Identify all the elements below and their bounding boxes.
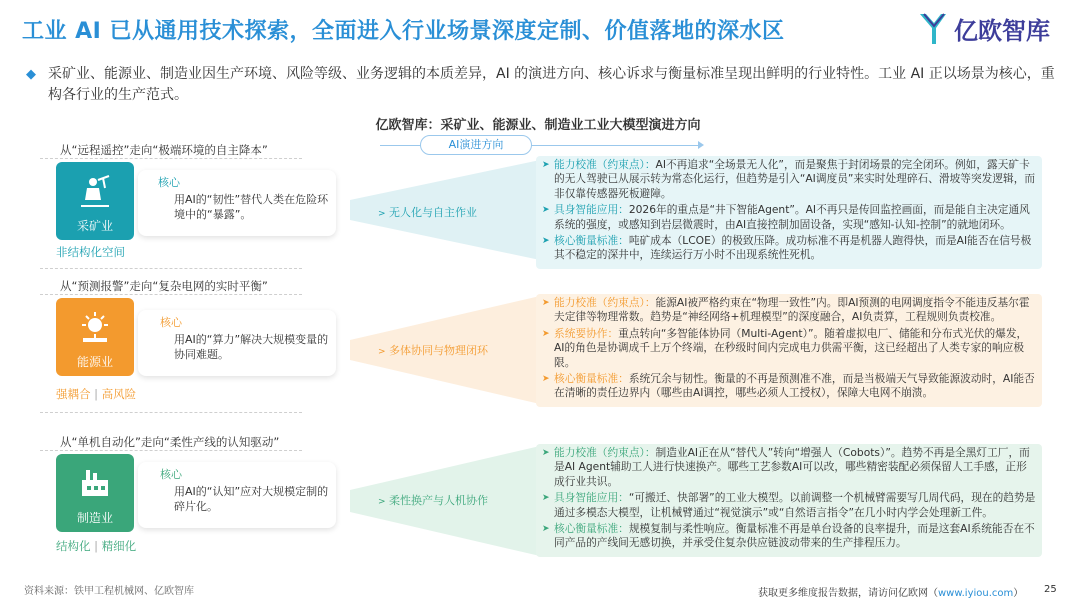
brand-logo-icon (918, 10, 948, 46)
detail-item: ➤ 具身智能应用：2026年的重点是“井下智能Agent”。AI不再只是传回监控画面，而是能自主决定通风系统的强度，或感知到岩层微震时，由AI直接控制加固设备，实现“感知-认知-控制”的就地闭环。 (542, 203, 1030, 231)
industry-badge-manufacturing (56, 454, 134, 532)
detail-item: ➤ 核心衡量标准：系统冗余与韧性。衡量的不再是预测准不准，而是当极端天气导致能源波动时，AI能否在清晰的责任边界内（哪些由AI调控，哪些必须人工授权），保障大电网不崩溃。 (542, 372, 1035, 400)
direction-text: > 多体协同与物理闭环 (378, 344, 489, 357)
core-text: 用AI的“韧性”替代人类在危险环境中的“暴露”。 (174, 193, 329, 221)
industry-name: 采矿业 (76, 219, 113, 233)
divider (40, 268, 302, 269)
detail-item: ➤ 能力校准（约束点）：能源AI被严格约束在“物理一致性”内。即AI预测的电网调度指令不能违反基尔霍夫定律等物理常数。趋势是“神经网络+机理模型”的深度融合，AI负责算，工程规则负责校准。 (542, 296, 1030, 324)
section-heading: 从“预测报警”走向“复杂电网的实时平衡” (60, 279, 268, 293)
detail-panel (536, 294, 1042, 407)
industry-tags: 强耦合 | 高风险 (56, 387, 137, 401)
brand-name: 亿欧智库 (954, 16, 1050, 45)
detail-item: ➤ 能力校准（约束点）：AI不再追求“全场景无人化”，而是聚焦于封闭场景的完全闭环。例如，露天矿卡的无人驾驶已从展示转为常态化运行，但趋势是引入“AI调度员”来实时处理碎石、滑坡等突发逻辑，而非仅靠传感器死板避障。 (542, 158, 1036, 200)
divider (40, 294, 302, 295)
core-card (138, 462, 336, 528)
brand-logo (918, 10, 1050, 46)
miner-icon (78, 174, 112, 208)
core-text: 用AI的“认知”应对大规模定制的碎片化。 (174, 485, 329, 513)
factory-icon (78, 466, 112, 500)
page-title: 工业 AI 已从通用技术探索，全面进入行业场景深度定制、价值落地的深水区 (22, 19, 785, 44)
industry-badge-mining (56, 162, 134, 240)
divider (40, 412, 302, 413)
industry-tags: 结构化 | 精细化 (56, 539, 137, 553)
detail-item: ➤ 系统要协作：重点转向“多智能体协同（Multi-Agent）”。随着虚拟电厂、储能和分布式光伏的爆发，AI的角色是协调成千上万个终端，在秒级时间内完成电力供需平衡，这已经超出了人类专家的响应极限。 (542, 326, 1028, 369)
direction-text: > 柔性换产与人机协作 (378, 494, 489, 507)
footer-more: 获取更多维度报告数据，请访问亿欧网（www.iyiou.com） (758, 588, 1024, 599)
core-label: 核心 (160, 316, 182, 329)
divider (40, 450, 302, 451)
detail-item: ➤ 核心衡量标准：规模复制与柔性响应。衡量标准不再是单台设备的良率提升，而是这套AI系统能否在不同产品的产线间无感切换，并承受住复杂供应链波动带来的生产排程压力。 (542, 522, 1035, 550)
industry-name: 制造业 (76, 511, 113, 525)
core-label: 核心 (158, 176, 180, 189)
core-text: 用AI的“算力”解决大规模变量的协同难题。 (174, 333, 329, 361)
detail-panel (536, 444, 1042, 557)
detail-item: ➤ 核心衡量标准：吨矿成本（LCOE）的极致压降。成功标准不再是机器人跑得快，而是AI能否在信号极其不稳定的深井中，连续运行万小时不出现系统性死机。 (542, 234, 1032, 262)
page-number: 25 (1044, 584, 1057, 595)
core-card (138, 170, 336, 236)
industry-badge-energy (56, 298, 134, 376)
detail-item: ➤ 具身智能应用：“可搬迁、快部署”的工业大模型。以前调整一个机械臂需要写几周代码，现在的趋势是通过多模态大模型，让机械臂通过“视觉演示”或“自然语言指令”在几小时内学会处理新工件。 (542, 491, 1036, 519)
divider (40, 158, 302, 159)
industry-tags: 非结构化空间 (56, 245, 125, 259)
source-note: 资料来源：铁甲工程机械网、亿欧智库 (24, 586, 194, 597)
direction-text: > 无人化与自主作业 (378, 206, 478, 219)
detail-panel (536, 156, 1042, 269)
section-heading: 从“单机自动化”走向“柔性产线的认知驱动” (60, 435, 280, 449)
core-card (138, 310, 336, 376)
industry-name: 能源业 (76, 355, 113, 369)
energy-icon (78, 310, 112, 344)
core-label: 核心 (160, 468, 182, 481)
section-heading: 从“远程遥控”走向“极端环境的自主降本” (60, 143, 268, 157)
detail-item: ➤ 能力校准（约束点）：制造业AI正在从“替代人”转向“增强人（Cobots）”。趋势不再是全黑灯工厂，而是AI Agent辅助工人进行快速换产。哪些工艺参数AI可以改，哪些精密装配必须保留人工手感，正形成行业共识。 (542, 446, 1030, 488)
intro-paragraph: ◆ 采矿业、能源业、制造业因生产环境、风险等级、业务逻辑的本质差异，AI 的演进方向、核心诉求与衡量标准呈现出鲜明的行业特性。工业 AI 正以场景为核心，重构各行业的生产范式。 (26, 66, 1055, 103)
bullet-diamond-icon: ◆ (26, 67, 36, 82)
website-link[interactable]: www.iyiou.com (938, 588, 1014, 599)
chart-title: 亿欧智库：采矿业、能源业、制造业工业大模型演进方向 (375, 118, 701, 133)
direction-label: AI演进方向 (420, 135, 532, 155)
